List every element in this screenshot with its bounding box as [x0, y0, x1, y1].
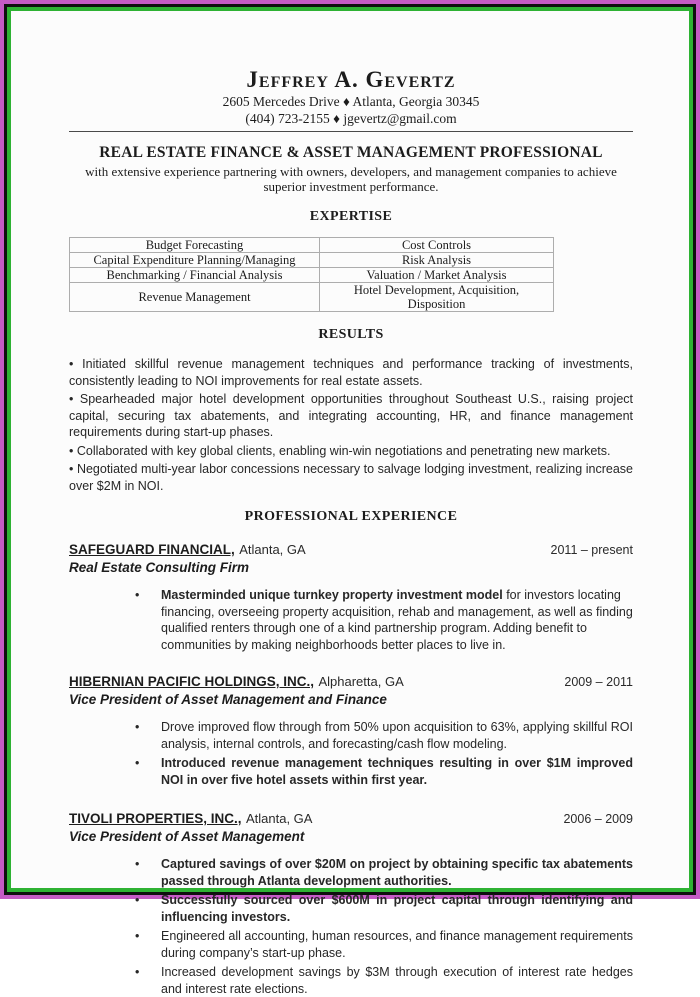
resume-page	[7, 7, 693, 996]
table-row	[70, 238, 554, 253]
expertise-cell: Cost Controls	[320, 238, 554, 253]
job-header	[69, 673, 633, 691]
job-header	[69, 810, 633, 828]
expertise-cell: Hotel Development, Acquisition, Disposition	[320, 283, 554, 312]
bullet-text: for investors locating financing, overseeing property acquisition, rehab and management, as well as finding qualified renters through one of a kind partnership program. Adding benefit to communities by making neighborhoods better places to live in.	[161, 588, 633, 652]
list-item	[135, 892, 633, 925]
job-header	[69, 541, 633, 559]
expertise-cell: Valuation / Market Analysis	[320, 268, 554, 283]
list-item	[135, 755, 633, 788]
company-location: Atlanta, GA	[245, 811, 313, 826]
job-title: Vice President of Asset Management and Finance	[69, 692, 387, 707]
job-entry	[69, 810, 633, 997]
company-name: SAFEGUARD FINANCIAL,	[69, 542, 235, 557]
professional-title: REAL ESTATE FINANCE & ASSET MANAGEMENT PROFESSIONAL	[99, 144, 603, 161]
experience-heading: PROFESSIONAL EXPERIENCE	[244, 509, 458, 524]
expertise-cell: Capital Expenditure Planning/Managing	[70, 253, 320, 268]
contact-line: (404) 723-2155 ♦ jgevertz@gmail.com	[245, 110, 457, 126]
company-name: TIVOLI PROPERTIES, INC.,	[69, 811, 242, 826]
resume-header	[69, 67, 633, 126]
bullet-bold-text: Masterminded unique turnkey property investment model	[161, 588, 503, 602]
decorative-border-mid	[4, 4, 696, 996]
header-divider	[69, 131, 633, 132]
results-list	[69, 356, 633, 494]
job-bullet-list	[135, 719, 633, 788]
table-row	[70, 283, 554, 312]
bullet-bold-text: Captured savings of over $20M on project by obtaining specific tax abatements passed through Atlanta development authorities.	[161, 857, 633, 888]
list-item: • Collaborated with key global clients, enabling win-win negotiations and penetrating new markets.	[69, 443, 633, 460]
job-bullet-list	[135, 587, 633, 653]
expertise-cell: Benchmarking / Financial Analysis	[70, 268, 320, 283]
company-line	[69, 810, 312, 828]
list-item	[135, 856, 633, 889]
expertise-cell: Budget Forecasting	[70, 238, 320, 253]
address-line: 2605 Mercedes Drive ♦ Atlanta, Georgia 30345	[222, 94, 480, 109]
expertise-heading: EXPERTISE	[309, 209, 393, 224]
candidate-name: Jeffrey A. Gevertz	[246, 67, 456, 92]
table-row	[70, 268, 554, 283]
list-item	[135, 719, 633, 752]
job-bullet-list	[135, 856, 633, 997]
table-row	[70, 253, 554, 268]
date-range: 2009 – 2011	[564, 675, 633, 689]
list-item: • Spearheaded major hotel development opportunities throughout Southeast U.S., raising project capital, securing tax abatements, and integrating accounting, HR, and finance management requirements during start-up phases.	[69, 391, 633, 441]
resume-content	[11, 11, 689, 997]
bullet-bold-text: Successfully sourced over $600M in project capital through identifying and influencing investors.	[161, 893, 633, 924]
job-entry	[69, 541, 633, 653]
date-range: 2011 – present	[550, 543, 633, 557]
job-entry	[69, 673, 633, 788]
list-item	[135, 928, 633, 961]
expertise-cell: Risk Analysis	[320, 253, 554, 268]
company-name: HIBERNIAN PACIFIC HOLDINGS, INC.,	[69, 674, 315, 689]
list-item: • Negotiated multi-year labor concessions necessary to salvage lodging investment, realizing increase over $2M in NOI.	[69, 461, 633, 494]
expertise-cell: Revenue Management	[70, 283, 320, 312]
company-location: Alpharetta, GA	[318, 674, 404, 689]
results-heading: RESULTS	[318, 327, 384, 342]
bullet-bold-text: Introduced revenue management techniques resulting in over $1M improved NOI in over five hotel assets within first year.	[161, 756, 633, 787]
job-title: Real Estate Consulting Firm	[69, 560, 250, 575]
bullet-text: Increased development savings by $3M through execution of interest rate hedges and interest rate elections.	[161, 965, 633, 996]
bullet-text: Engineered all accounting, human resources, and finance management requirements during company’s start-up phase.	[161, 929, 633, 960]
bullet-text: Drove improved flow through from 50% upon acquisition to 63%, applying skillful ROI analysis, internal controls, and forecasting/cash flow modeling.	[161, 720, 633, 751]
job-title: Vice President of Asset Management	[69, 829, 305, 844]
company-line	[69, 541, 306, 559]
list-item	[135, 964, 633, 997]
company-location: Atlanta, GA	[239, 542, 306, 557]
list-item	[135, 587, 633, 653]
expertise-table	[69, 237, 554, 312]
company-line	[69, 673, 404, 691]
professional-subtitle: with extensive experience partnering with owners, developers, and management companies to achieve superior investment performance.	[85, 164, 617, 194]
date-range: 2006 – 2009	[563, 812, 633, 826]
list-item: • Initiated skillful revenue management techniques and performance tracking of investments, consistently leading to NOI improvements for real estate assets.	[69, 356, 633, 389]
